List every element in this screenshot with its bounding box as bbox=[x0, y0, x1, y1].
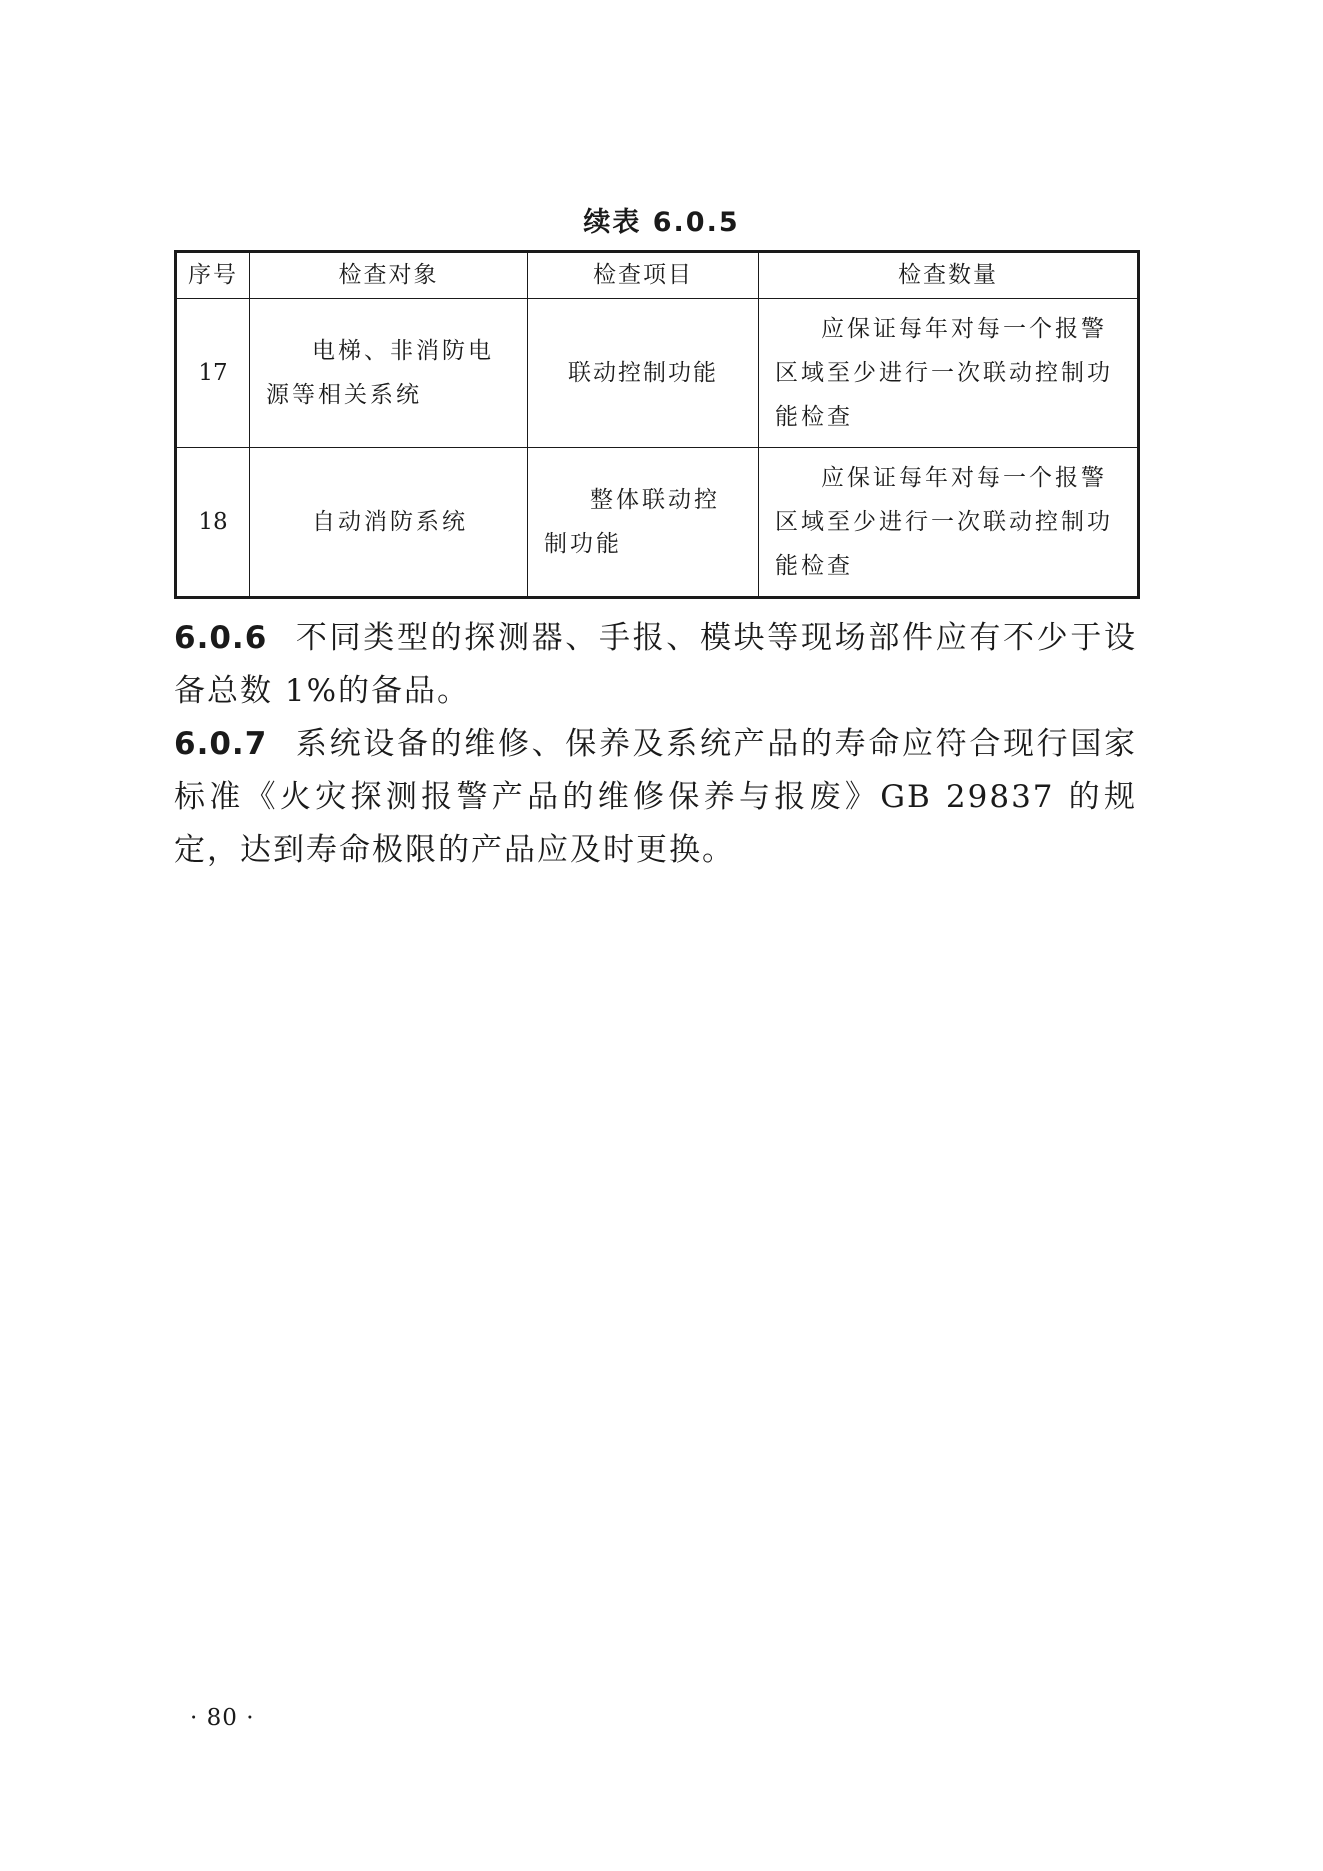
cell-seq: 17 bbox=[176, 299, 250, 448]
cell-quantity: 应保证每年对每一个报警区域至少进行一次联动控制功能检查 bbox=[759, 448, 1139, 598]
table-header-row bbox=[176, 252, 1139, 299]
clause-6-0-7 bbox=[174, 718, 1137, 877]
cell-item: 联动控制功能 bbox=[528, 299, 759, 448]
cell-seq: 18 bbox=[176, 448, 250, 598]
table-title: 续表 6.0.5 bbox=[583, 207, 740, 238]
clause-number: 6.0.6 bbox=[174, 620, 268, 656]
cell-object: 电梯、非消防电源等相关系统 bbox=[250, 299, 528, 448]
table-row bbox=[176, 448, 1139, 598]
header-object: 检查对象 bbox=[250, 252, 528, 299]
cell-object: 自动消防系统 bbox=[250, 448, 528, 598]
clause-text: 系统设备的维修、保养及系统产品的寿命应符合现行国家标准《火灾探测报警产品的维修保养与报废》GB 29837 的规定，达到寿命极限的产品应及时更换。 bbox=[174, 726, 1137, 868]
page-number: · 80 · bbox=[190, 1705, 255, 1731]
cell-quantity: 应保证每年对每一个报警区域至少进行一次联动控制功能检查 bbox=[759, 299, 1139, 448]
header-quantity: 检查数量 bbox=[759, 252, 1139, 299]
clause-6-0-6 bbox=[174, 612, 1137, 718]
header-seq: 序号 bbox=[176, 252, 250, 299]
inspection-table bbox=[174, 250, 1140, 599]
clause-number: 6.0.7 bbox=[174, 726, 268, 762]
clause-text: 不同类型的探测器、手报、模块等现场部件应有不少于设备总数 1%的备品。 bbox=[174, 620, 1137, 709]
header-item: 检查项目 bbox=[528, 252, 759, 299]
table-row bbox=[176, 299, 1139, 448]
cell-item: 整体联动控制功能 bbox=[528, 448, 759, 598]
